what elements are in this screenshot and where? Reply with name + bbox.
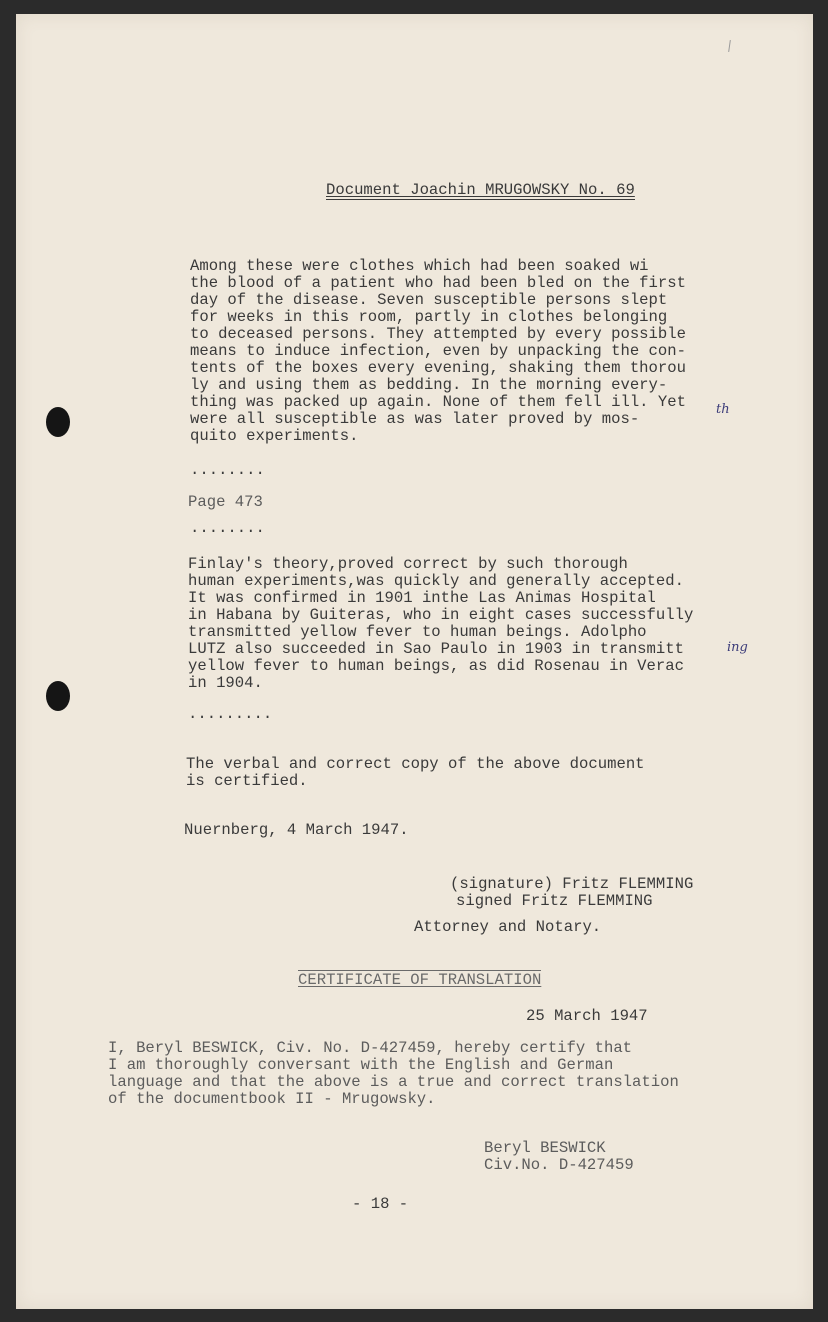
paragraph-1-line: were all susceptible as was later proved by mos- (190, 410, 640, 428)
paragraph-2-line: human experiments,was quickly and generally accepted. (188, 572, 684, 590)
ellipsis-separator: ........ (190, 519, 265, 537)
ellipsis-separator: ........ (190, 461, 265, 479)
handwritten-annotation: ing (727, 640, 748, 655)
ellipsis-separator: ......... (188, 705, 273, 723)
certificate-date: 25 March 1947 (526, 1007, 648, 1025)
document-title: Document Joachin MRUGOWSKY No. 69 (326, 181, 635, 199)
place-date: Nuernberg, 4 March 1947. (184, 821, 409, 839)
certificate-line: of the documentbook II - Mrugowsky. (108, 1090, 436, 1108)
paragraph-1-line: the blood of a patient who had been bled on the first (190, 274, 686, 292)
paragraph-1-line: means to induce infection, even by unpacking the con- (190, 342, 686, 360)
paragraph-1-line: quito experiments. (190, 427, 359, 445)
signature-line: (signature) Fritz FLEMMING (450, 875, 694, 893)
translator-id: Civ.No. D-427459 (484, 1156, 634, 1174)
paragraph-2-line: transmitted yellow fever to human beings. Adolpho (188, 623, 647, 641)
paragraph-1-line: day of the disease. Seven susceptible persons slept (190, 291, 668, 309)
paragraph-1-line: tents of the boxes every evening, shaking them thorou (190, 359, 686, 377)
punch-hole-top (46, 407, 70, 437)
paragraph-2-line: in 1904. (188, 674, 263, 692)
signature-line: signed Fritz FLEMMING (456, 892, 653, 910)
paragraph-1-line: ly and using them as bedding. In the morning every- (190, 376, 668, 394)
paragraph-1-line: for weeks in this room, partly in clothes belonging (190, 308, 668, 326)
page-reference: Page 473 (188, 493, 263, 511)
punch-hole-bottom (46, 681, 70, 711)
translator-name: Beryl BESWICK (484, 1139, 606, 1157)
paragraph-2-line: It was confirmed in 1901 inthe Las Animas Hospital (188, 589, 656, 607)
page-number: - 18 - (352, 1195, 409, 1213)
handwritten-annotation: th (716, 402, 730, 417)
certificate-title: CERTIFICATE OF TRANSLATION (298, 971, 542, 989)
paragraph-2-line: Finlay's theory,proved correct by such thorough (188, 555, 628, 573)
paragraph-2-line: LUTZ also succeeded in Sao Paulo in 1903 in transmitt (188, 640, 684, 658)
paragraph-1-line: thing was packed up again. None of them fell ill. Yet (190, 393, 686, 411)
certificate-line: I, Beryl BESWICK, Civ. No. D-427459, hereby certify that (108, 1039, 633, 1057)
paragraph-1-line: to deceased persons. They attempted by every possible (190, 325, 686, 343)
paragraph-2-line: in Habana by Guiteras, who in eight cases successfully (188, 606, 694, 624)
certified-copy-line: The verbal and correct copy of the above document (186, 755, 645, 773)
signature-role: Attorney and Notary. (414, 918, 602, 936)
certified-copy-line: is certified. (186, 772, 308, 790)
certificate-line: I am thoroughly conversant with the English and German (108, 1056, 614, 1074)
paragraph-1-line: Among these were clothes which had been soaked wi (190, 257, 649, 275)
certificate-line: language and that the above is a true and correct translation (108, 1073, 679, 1091)
paragraph-2-line: yellow fever to human beings, as did Rosenau in Verac (188, 657, 684, 675)
